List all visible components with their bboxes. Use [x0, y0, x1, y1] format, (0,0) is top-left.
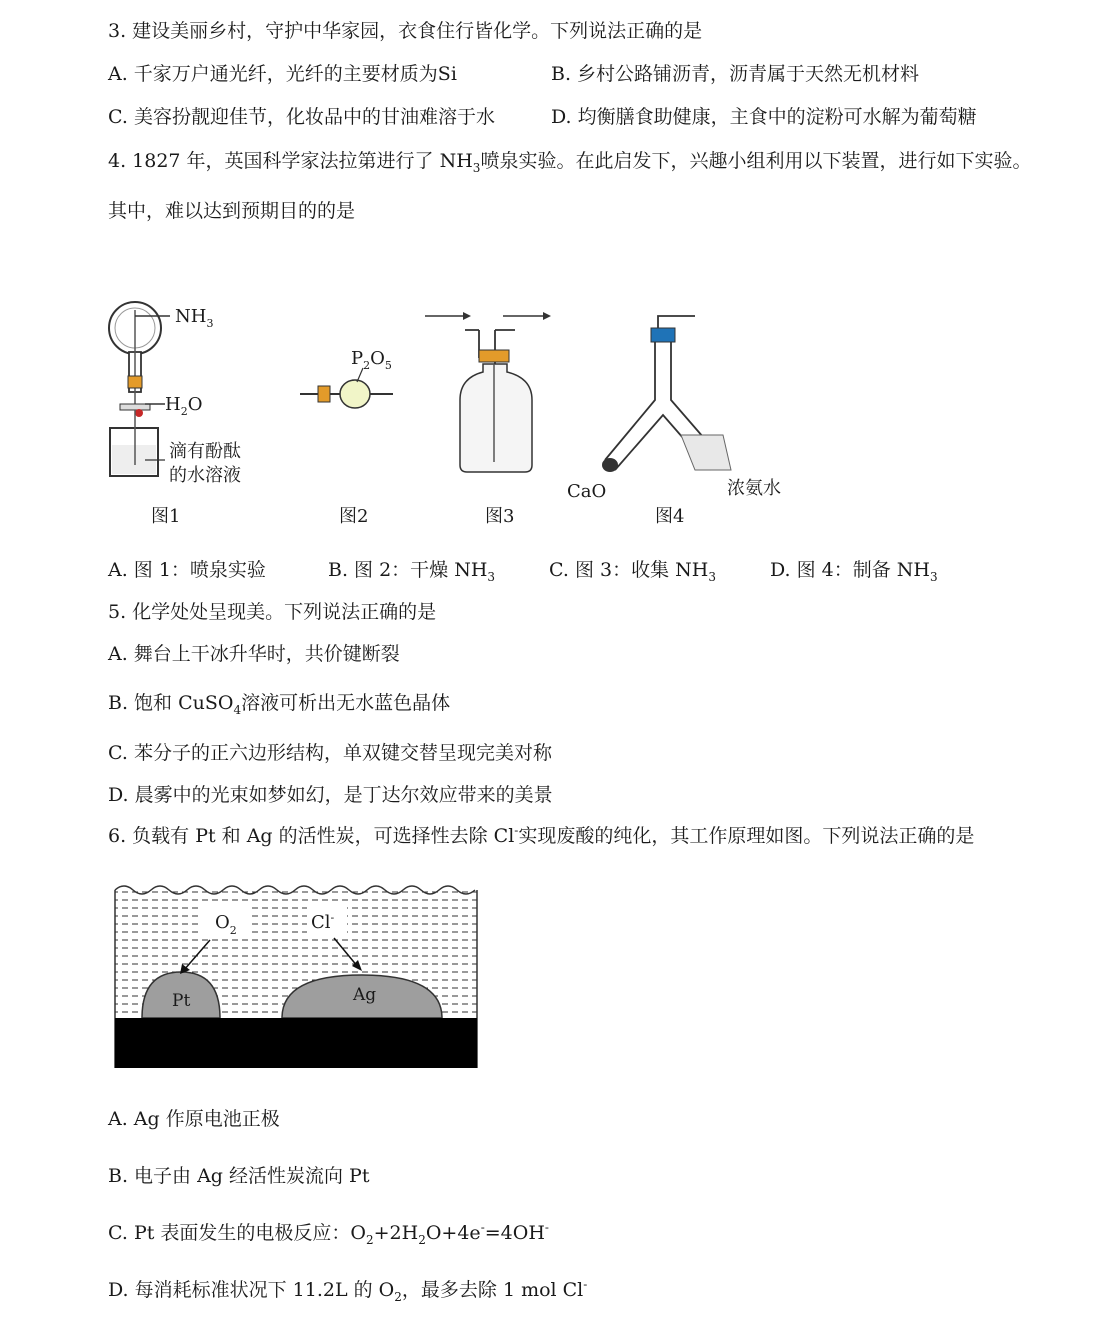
q5-option-b: B. 饱和 CuSO$_4$溶液可析出无水蓝色晶体	[108, 692, 451, 717]
q3-option-c: C. 美容扮靓迎佳节，化妆品中的甘油难溶于水	[108, 106, 495, 128]
q4-option-c: C. 图 3：收集 $NH_3$	[549, 559, 716, 584]
q4-apparatus-figures	[95, 300, 815, 535]
fig4-y-tube	[602, 316, 731, 472]
fig2-caption: 图2	[339, 506, 369, 527]
fig1-fountain-apparatus	[109, 302, 170, 476]
q6-option-b: B. 电子由 Ag 经活性炭流向 Pt	[108, 1165, 370, 1187]
fig1-phenol-label-2: 的水溶液	[169, 465, 241, 486]
q5-option-d: D. 晨雾中的光束如梦如幻，是丁达尔效应带来的美景	[108, 784, 553, 806]
q3-option-d: D. 均衡膳食助健康，主食中的淀粉可水解为葡萄糖	[551, 106, 977, 128]
fig2-p2o5-label: $P_2O_5$	[351, 348, 392, 372]
q6-o2-label: $O_2$	[215, 912, 237, 937]
fig1-nh3-label: $NH_3$	[175, 306, 214, 330]
fig2-drying-tube	[300, 368, 393, 408]
fig1-phenol-label-1: 滴有酚酞	[169, 441, 241, 462]
q4-option-a: A. 图 1：喷泉实验	[108, 559, 266, 581]
q5-option-c: C. 苯分子的正六边形结构，单双键交替呈现完美对称	[108, 742, 552, 764]
q6-electrode-figure	[112, 880, 482, 1072]
q6-stem: 6. 负载有 Pt 和 Ag 的活性炭，可选择性去除 Cl-实现废酸的纯化，其工作原理如图。下列说法正确的是	[108, 823, 975, 847]
q6-option-c: C. Pt 表面发生的电极反应：$O_2+2H_2O+4e^-=4OH^-$	[108, 1220, 549, 1247]
q5-stem: 5. 化学处处呈现美。下列说法正确的是	[108, 601, 437, 623]
q6-cl-label: Cl-	[311, 911, 335, 933]
fig4-cao-label: CaO	[567, 481, 607, 502]
fig4-caption: 图4	[655, 506, 685, 527]
fig1-h2o-label: $H_2O$	[165, 394, 203, 418]
q3-stem: 3. 建设美丽乡村，守护中华家园，衣食住行皆化学。下列说法正确的是	[108, 20, 703, 42]
fig3-gas-bottle	[425, 312, 551, 472]
q4-stem: 4. 1827 年，英国科学家法拉第进行了 $NH_3$喷泉实验。在此启发下，兴趣小组利用以下装置，进行如下实验。	[108, 150, 1032, 175]
q6-pt-label: Pt	[172, 991, 191, 1011]
fig4-ammonia-label: 浓氨水	[727, 478, 781, 499]
q4-stem-line2: 其中，难以达到预期目的的是	[108, 200, 356, 222]
q3-option-a: A. 千家万户通光纤，光纤的主要材质为Si	[108, 63, 457, 85]
q3-option-b: B. 乡村公路铺沥青，沥青属于天然无机材料	[551, 63, 920, 85]
q6-option-a: A. Ag 作原电池正极	[108, 1108, 280, 1130]
q4-option-b: B. 图 2：干燥 $NH_3$	[328, 559, 496, 584]
q4-option-d: D. 图 4：制备 $NH_3$	[770, 559, 938, 584]
fig1-caption: 图1	[151, 506, 181, 527]
q5-option-a: A. 舞台上干冰升华时，共价键断裂	[108, 643, 400, 665]
q6-ag-label: Ag	[353, 985, 377, 1005]
q6-option-d: D. 每消耗标准状况下 11.2L 的 $O_2$，最多去除 1 mol Cl-	[108, 1277, 588, 1304]
fig3-caption: 图3	[485, 506, 515, 527]
